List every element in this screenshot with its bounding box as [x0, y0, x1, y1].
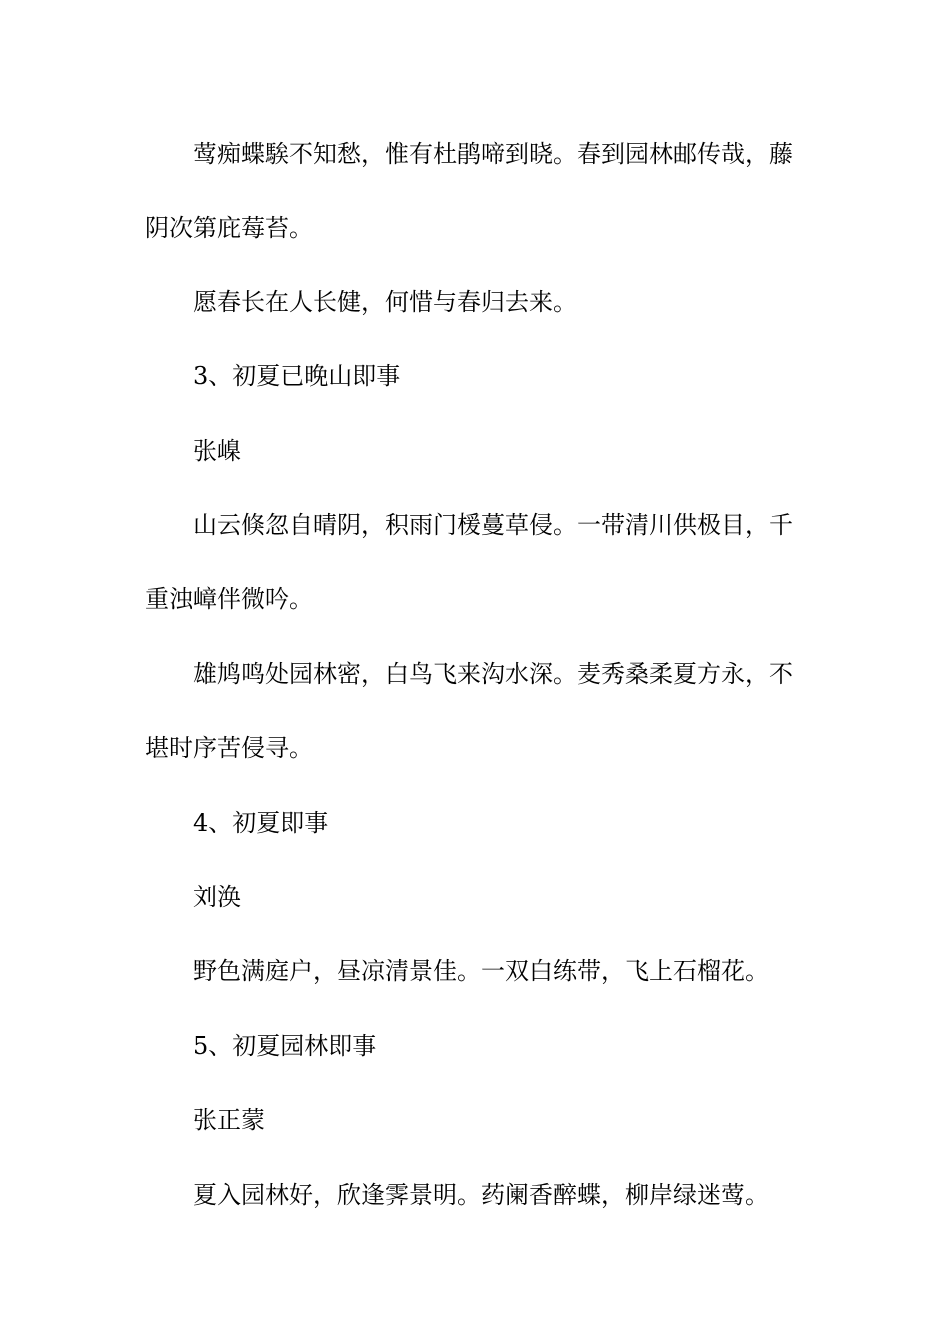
poem-author: 张正蒙	[193, 1106, 265, 1134]
poem-line-continuation: 堪时序苦侵寻。	[145, 734, 313, 762]
poem-line: 愿春长在人长健，何惜与春归去来。	[193, 288, 577, 316]
poem-line-continuation: 重浊嶂伴微吟。	[145, 585, 313, 613]
poem-title: 4、初夏即事	[193, 809, 329, 837]
poem-line: 莺痴蝶騃不知愁，惟有杜鹃啼到晓。春到园林邮传哉，藤	[193, 140, 793, 168]
poem-line: 野色满庭户，昼凉清景佳。一双白练带，飞上石榴花。	[193, 957, 769, 985]
poem-author: 刘涣	[193, 883, 241, 911]
poem-title: 3、初夏已晚山即事	[193, 362, 401, 390]
poem-line-continuation: 阴次第庇莓苔。	[145, 214, 313, 242]
poem-author: 张嵲	[193, 437, 241, 465]
poem-line: 雄鸠鸣处园林密，白鸟飞来沟水深。麦秀桑柔夏方永，不	[193, 660, 793, 688]
poem-title: 5、初夏园林即事	[193, 1032, 377, 1060]
poem-line: 夏入园林好，欣逢霁景明。药阑香醉蝶，柳岸绿迷莺。	[193, 1181, 769, 1209]
poem-line: 山云倏忽自晴阴，积雨门楥蔓草侵。一带清川供极目，千	[193, 511, 793, 539]
